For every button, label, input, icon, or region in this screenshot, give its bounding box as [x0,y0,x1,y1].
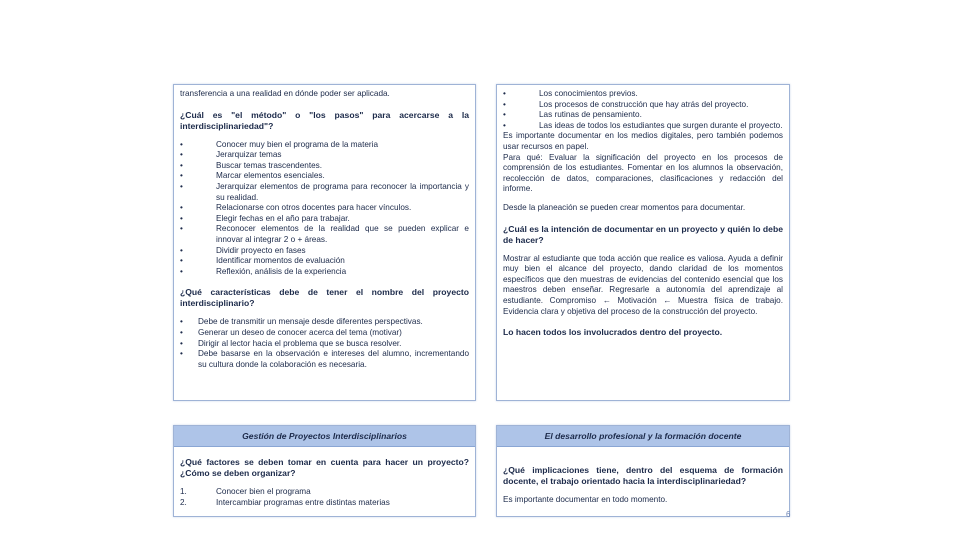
list-item: 2. Intercambiar programas entre distintas materias [180,497,390,507]
documentation-items-list [503,89,783,131]
list-item: • Las rutinas de pensamiento. [503,110,642,120]
question-method: ¿Cuál es "el método" o "los pasos" para acercarse a la interdisciplinariedad"? [180,109,469,131]
list-item: • Conocer muy bien el programa de la materia [180,139,379,149]
intro-text: transferencia a una realidad en dónde poder ser aplicada. [180,89,390,98]
factors-list [180,487,469,508]
list-item: • Jerarquizar temas [180,150,282,160]
list-item: • Identificar momentos de evaluación [180,256,345,266]
method-steps-list [180,140,469,278]
left-content-panel [173,84,476,401]
page-number: 6 [786,510,791,519]
list-item: • Marcar elementos esenciales. [180,171,325,181]
project-management-panel [173,425,476,517]
list-item: • Las ideas de todos los estudiantes que surgen durante el proyecto. [503,120,783,130]
list-item: • Relacionarse con otros docentes para hacer vínculos. [180,203,412,213]
question-implications: ¿Qué implicaciones tiene, dentro del esquema de formación docente, el trabajo orientado hacia la interdisciplinariedad? [503,465,783,486]
list-item: • Elegir fechas en el año para trabajar. [180,213,350,223]
list-item: • Dividir proyecto en fases [180,245,306,255]
project-name-list [180,317,469,370]
list-item: • Reflexión, análisis de la experiencia [180,266,347,276]
list-item: • Buscar temas trascendentes. [180,160,323,170]
panel-header: Gestión de Proyectos Interdisciplinarios [174,426,475,447]
question-project-name: ¿Qué características debe de tener el nombre del proyecto interdisciplinario? [180,287,469,309]
paragraph-intent-answer: Mostrar al estudiante que toda acción que realice es valiosa. Ayuda a definir muy bien el alcance del proyecto, dando claridad de los momentos específicos que den muestras de evidencias del contenido esencial que los maestros deben enseñar. Regresarle a autonomía del aprendizaje al estudiante. Compromiso ← Motivación ← Muestra física de trabajo. Evidencia clara y objetiva del proceso de la construcción del proyecto. [503,253,783,316]
list-item: • Debe basarse en la observación e intereses del alumno, incrementando su cultura donde la colaboración es necesaria. [180,349,469,369]
list-item: • Jerarquizar elementos de programa para reconocer la importancia y su realidad. [180,181,469,202]
list-item: • Los conocimientos previos. [503,89,638,98]
implications-answer: Es importante documentar en todo momento. [503,495,668,504]
question-documentation-intent: ¿Cuál es la intención de documentar en un proyecto y quién lo debe de hacer? [503,223,783,245]
list-item: • Reconocer elementos de la realidad que se pueden explicar e innovar al integrar 2 o + áreas. [180,224,469,244]
question-factors: ¿Qué factores se deben tomar en cuenta para hacer un proyecto? ¿Cómo se deben organizar? [180,457,469,478]
list-item: • Dirigir al lector hacia el problema que se busca resolver. [180,338,402,348]
paragraph-purpose: Para qué: Evaluar la significación del proyecto en los procesos de comprensión de los estudiantes. Fomentar en los alumnos la observación, recolección de datos, comparaciones, clasificaciones y redacción del informe. [503,152,783,194]
right-content-panel [496,84,790,401]
paragraph-digital-media: Es importante documentar en los medios digitales, pero también podemos usar recursos en papel. [503,131,783,151]
list-item: • Los procesos de construcción que hay atrás del proyecto. [503,99,749,109]
panel-header: El desarrollo profesional y la formación docente [497,426,789,447]
list-item: • Debe de transmitir un mensaje desde diferentes perspectivas. [180,317,423,327]
list-item: 1. Conocer bien el programa [180,487,311,496]
list-item: • Generar un deseo de conocer acerca del tema (motivar) [180,327,402,337]
conclusion-text: Lo hacen todos los involucrados dentro del proyecto. [503,327,723,338]
paragraph-planning: Desde la planeación se pueden crear momentos para documentar. [503,202,746,212]
teacher-development-panel [496,425,790,517]
